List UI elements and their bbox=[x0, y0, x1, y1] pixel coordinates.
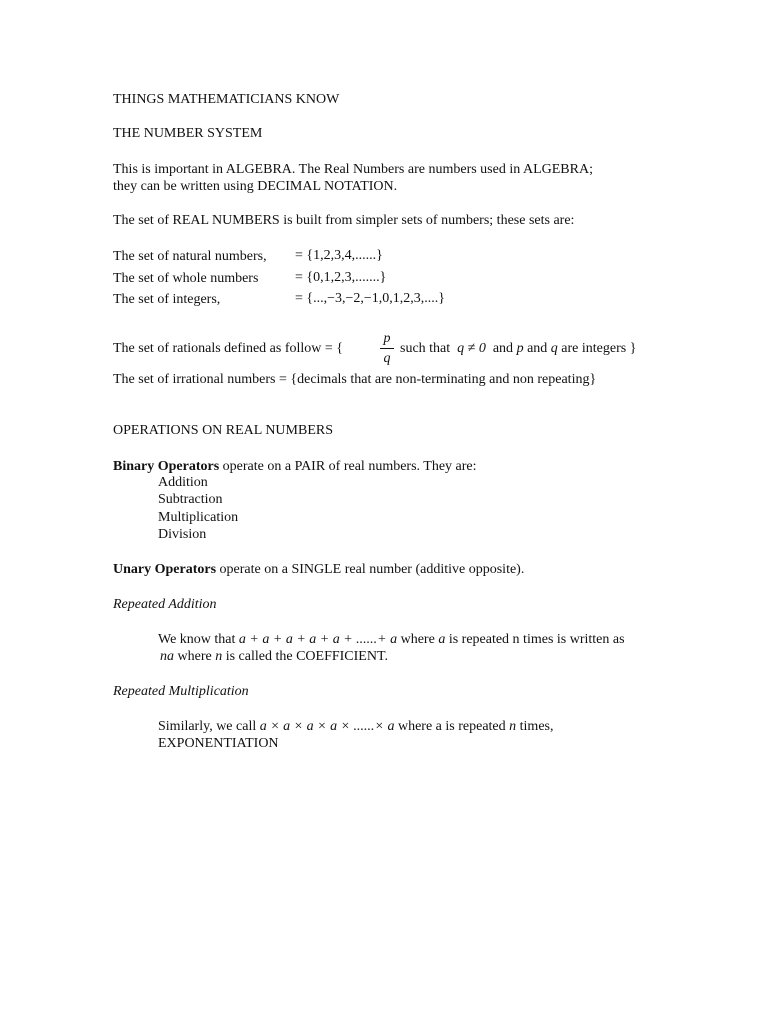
rationals-condition bbox=[400, 340, 636, 357]
rm-where: where a is repeated bbox=[394, 719, 510, 734]
sets-intro: The set of REAL NUMBERS is built from simpler sets of numbers; these sets are: bbox=[113, 213, 575, 228]
rationals-q-not-zero: q ≠ 0 bbox=[457, 341, 486, 356]
ra-pre: We know that bbox=[158, 632, 239, 647]
rationals-q: q bbox=[550, 341, 558, 356]
rationals-such-that: such that bbox=[400, 341, 451, 356]
list-item-division: Division bbox=[158, 527, 207, 542]
natural-numbers-label: The set of natural numbers, bbox=[113, 249, 267, 264]
rm-expression: a × a × a × a × ......× a bbox=[259, 719, 395, 734]
rational-fraction bbox=[380, 330, 394, 367]
rationals-and-1: and bbox=[492, 341, 514, 356]
unary-operators-line bbox=[113, 561, 524, 578]
integers-value: = {...,−3,−2,−1,0,1,2,3,....} bbox=[295, 291, 446, 306]
list-item-multiplication: Multiplication bbox=[158, 510, 239, 525]
rm-n: n bbox=[509, 719, 517, 734]
list-item-subtraction: Subtraction bbox=[158, 492, 223, 507]
repeated-addition-heading: Repeated Addition bbox=[113, 597, 217, 612]
rationals-line bbox=[113, 340, 343, 357]
section-heading-number-system: THE NUMBER SYSTEM bbox=[113, 126, 263, 141]
binary-operators-term: Binary Operators bbox=[113, 459, 220, 474]
repeated-multiplication-heading: Repeated Multiplication bbox=[113, 684, 249, 699]
list-item-addition: Addition bbox=[158, 475, 208, 490]
page-title: THINGS MATHEMATICIANS KNOW bbox=[113, 92, 340, 107]
rationals-are-integers: are integers } bbox=[561, 341, 637, 356]
intro-line-1: This is important in ALGEBRA. The Real Numbers are numbers used in ALGEBRA; bbox=[113, 162, 593, 177]
whole-numbers-value: = {0,1,2,3,.......} bbox=[295, 270, 387, 285]
rationals-p: p bbox=[516, 341, 524, 356]
repeated-addition-line-2 bbox=[160, 648, 388, 665]
ra-na: na bbox=[160, 649, 174, 664]
fraction-bar bbox=[380, 348, 394, 349]
rm-pre: Similarly, we call bbox=[158, 719, 260, 734]
integers-label: The set of integers, bbox=[113, 292, 221, 307]
section-heading-operations: OPERATIONS ON REAL NUMBERS bbox=[113, 423, 334, 438]
ra-a: a bbox=[438, 632, 446, 647]
binary-operators-desc: operate on a PAIR of real numbers. They are: bbox=[219, 459, 477, 474]
whole-numbers-label: The set of whole numbers bbox=[113, 271, 259, 286]
unary-operators-term: Unary Operators bbox=[113, 562, 217, 577]
intro-line-2: they can be written using DECIMAL NOTATION. bbox=[113, 179, 398, 194]
repeated-multiplication-line-1 bbox=[158, 718, 554, 735]
repeated-addition-line-1 bbox=[158, 631, 625, 648]
rationals-prefix: The set of rationals defined as follow = { bbox=[113, 341, 343, 356]
binary-operators-line bbox=[113, 458, 477, 475]
ra-n: n bbox=[215, 649, 223, 664]
ra-where: where bbox=[397, 632, 439, 647]
rationals-and-2: and bbox=[527, 341, 548, 356]
irrationals-line: The set of irrational numbers = {decimals that are non-terminating and non repeating} bbox=[113, 372, 597, 387]
ra-where-2: where bbox=[174, 649, 216, 664]
ra-repeated: is repeated n times is written as bbox=[445, 632, 625, 647]
ra-coefficient: is called the COEFFICIENT. bbox=[222, 649, 388, 664]
natural-numbers-value: = {1,2,3,4,......} bbox=[295, 248, 383, 263]
fraction-denominator: q bbox=[383, 351, 391, 366]
fraction-numerator: p bbox=[383, 331, 391, 346]
rm-times: times, bbox=[516, 719, 554, 734]
unary-operators-desc: operate on a SINGLE real number (additive opposite). bbox=[216, 562, 525, 577]
ra-expression: a + a + a + a + a + ......+ a bbox=[238, 632, 398, 647]
exponentiation-line: EXPONENTIATION bbox=[158, 736, 279, 751]
